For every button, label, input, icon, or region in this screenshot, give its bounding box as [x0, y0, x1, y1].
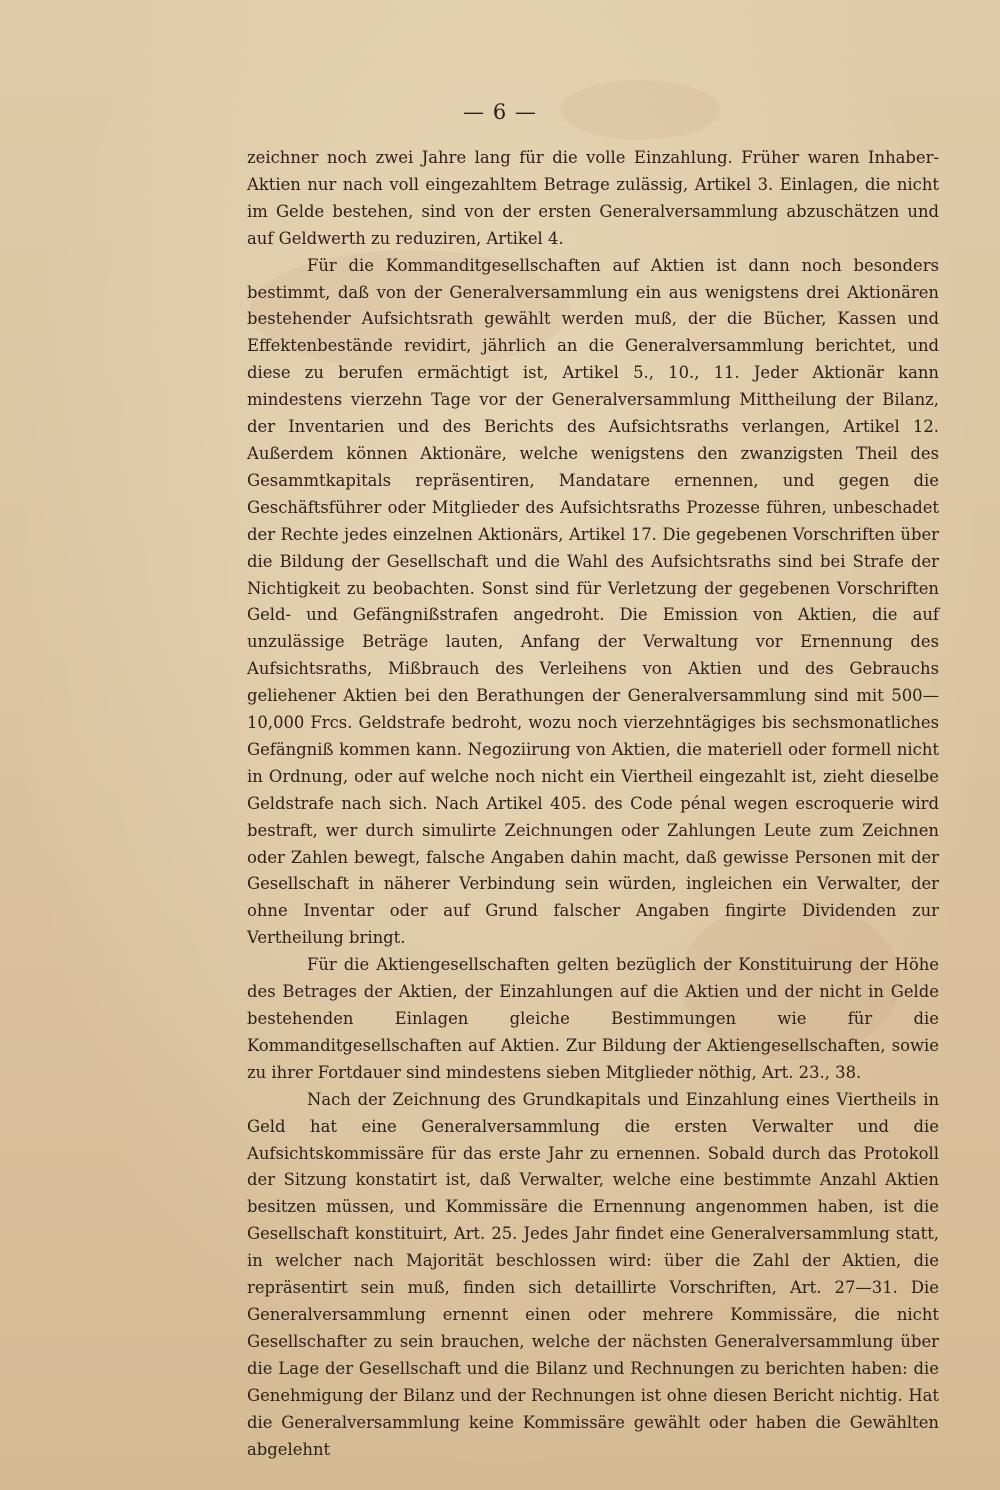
page-number: — 6 —	[463, 100, 537, 124]
paragraph-continuation: zeichner noch zwei Jahre lang für die volle Einzahlung. Früher waren Inhaber-Aktien nur nach voll eingezahltem Betrage zulässig, Artikel 3. Einlagen, die nicht im Gelde bestehen, sind von der ersten Generalversammlung abzuschätzen und auf Geldwerth zu reduziren, Artikel 4.	[247, 148, 939, 248]
paragraph-kommandit: Für die Kommanditgesellschaften auf Aktien ist dann noch besonders bestimmt, daß von der Generalversammlung ein aus wenigstens drei Aktionären bestehender Aufsichtsrath gewählt werden muß, der die Bücher, Kassen und Effektenbestände revidirt, jährlich an die Generalversammlung berichtet, und diese zu berufen ermächtigt ist, Artikel 5., 10., 11. Jeder Aktionär kann mindestens vierzehn Tage vor der Generalversammlung Mittheilung der Bilanz, der Inventarien und des Berichts des Aufsichtsraths verlangen, Artikel 12. Außerdem können Aktionäre, welche wenigstens den zwanzigsten Theil des Gesammtkapitals repräsentiren, Mandatare ernennen, und gegen die Geschäftsführer oder Mitglieder des Aufsichtsraths Prozesse führen, unbeschadet der Rechte jedes einzelnen Aktionärs, Artikel 17. Die gegebenen Vorschriften über die Bildung der Gesellschaft und die Wahl des Aufsichtsraths sind bei Strafe der Nichtigkeit zu beobachten. Sonst sind für Verletzung der gegebenen Vorschriften Geld- und Gefängnißstrafen angedroht. Die Emission von Aktien, die auf unzulässige Beträge lauten, Anfang der Verwaltung vor Ernennung des Aufsichtsraths, Mißbrauch des Verleihens von Aktien und des Gebrauchs geliehener Aktien bei den Berathungen der Generalversammlung sind mit 500—10,000 Frcs. Geldstrafe bedroht, wozu noch vierzehntägiges bis sechsmonatliches Gefängniß kommen kann. Negoziirung von Aktien, die materiell oder formell nicht in Ordnung, oder auf welche noch nicht ein Viertheil eingezahlt ist, zieht dieselbe Geldstrafe nach sich. Nach Artikel 405. des Code pénal wegen escroquerie wird bestraft, wer durch simulirte Zeichnungen oder Zahlungen Leute zum Zeichnen oder Zahlen bewegt, falsche Angaben dahin macht, daß gewisse Personen mit der Gesellschaft in näherer Verbindung sein würden, ingleichen ein Verwalter, der ohne Inventar oder auf Grund falscher Angaben fingirte Dividenden zur Vertheilung bringt.	[247, 255, 939, 948]
paragraph-grundkapital: Nach der Zeichnung des Grundkapitals und Einzahlung eines Viertheils in Geld hat eine Generalversammlung die ersten Verwalter und die Aufsichtskommissäre für das erste Jahr zu ernennen. Sobald durch das Protokoll der Sitzung konstatirt ist, daß Verwalter, welche eine bestimmte Anzahl Aktien besitzen müssen, und Kommissäre die Ernennung angenommen haben, ist die Gesellschaft konstituirt, Art. 25. Jedes Jahr findet eine Generalversammlung statt, in welcher nach Majorität beschlossen wird: über die Zahl der Aktien, die repräsentirt sein muß, finden sich detaillirte Vorschriften, Art. 27—31. Die Generalversammlung ernennt einen oder mehrere Kommissäre, die nicht Gesellschafter zu sein brauchen, welche der nächsten Generalversammlung über die Lage der Gesellschaft und die Bilanz und Rechnungen zu berichten haben: die Genehmigung der Bilanz und der Rechnungen ist ohne diesen Bericht nichtig. Hat die Generalversammlung keine Kommissäre gewählt oder haben die Gewählten abgelehnt	[247, 1089, 939, 1459]
paragraph-aktiengesellschaften: Für die Aktiengesellschaften gelten bezüglich der Konstituirung der Höhe des Betrages der Aktien, der Einzahlungen auf die Aktien und der nicht in Gelde bestehenden Einlagen gleiche Bestimmungen wie für die Kommanditgesellschaften auf Aktien. Zur Bildung der Aktiengesellschaften, sowie zu ihrer Fortdauer sind mindestens sieben Mitglieder nöthig, Art. 23., 38.	[247, 955, 939, 1082]
body-text	[247, 145, 939, 1463]
